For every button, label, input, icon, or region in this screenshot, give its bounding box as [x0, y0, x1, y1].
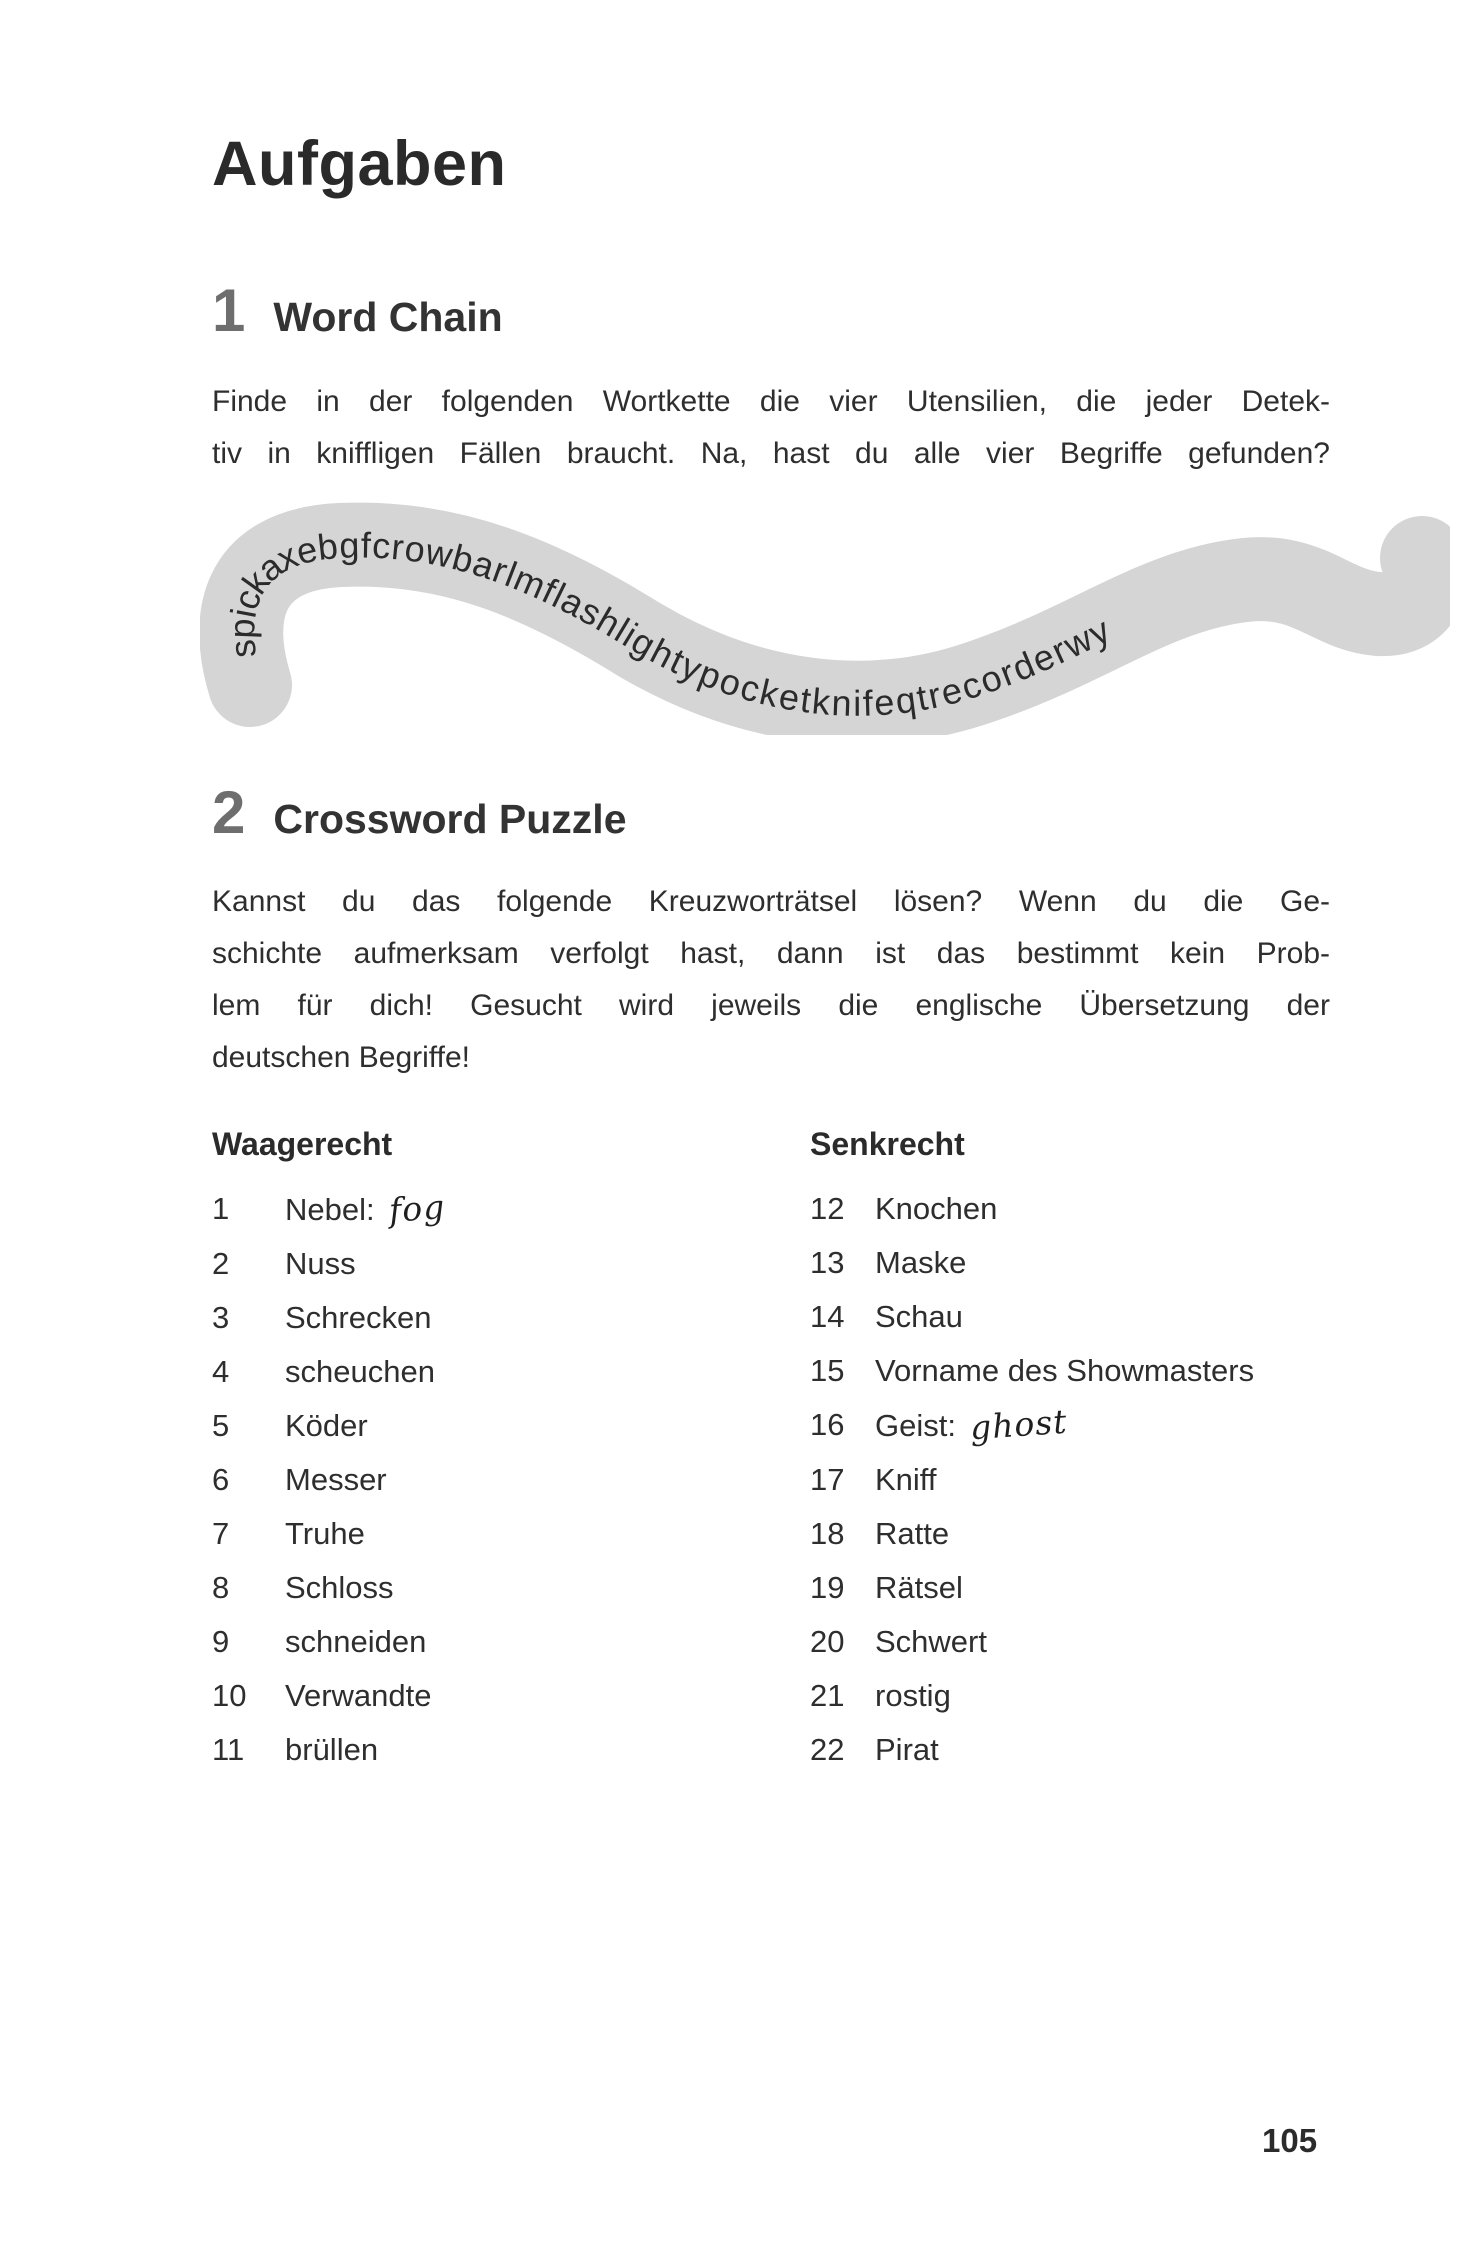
clue-row	[810, 1507, 1337, 1561]
clue-row	[212, 1345, 810, 1399]
clue-number: 21	[810, 1678, 845, 1713]
clue-german: Schloss	[285, 1570, 394, 1605]
clue-text	[875, 1344, 1254, 1398]
clue-row	[212, 1507, 810, 1561]
clue-text	[285, 1453, 387, 1507]
paragraph-line: Finde in der folgenden Wortkette die vier Utensilien, die jeder Detek-	[212, 385, 1330, 418]
clue-number: 13	[810, 1245, 845, 1280]
clue-text	[875, 1182, 997, 1236]
clue-row	[212, 1723, 810, 1777]
clue-text	[875, 1398, 1067, 1453]
clue-text	[875, 1507, 949, 1561]
clue-text	[285, 1182, 445, 1237]
clue-german: schneiden	[285, 1624, 427, 1659]
section-2-number: 2	[212, 779, 246, 846]
clue-text	[285, 1507, 365, 1561]
word-chain-text: spickaxebgfcrowbarlmflashlightypocketknifeqtrecorderwy	[220, 524, 1118, 724]
clue-number: 22	[810, 1732, 845, 1767]
clue-number: 19	[810, 1570, 845, 1605]
clue-row	[810, 1236, 1337, 1290]
down-header: Senkrecht	[810, 1126, 965, 1162]
across-column	[212, 1124, 810, 1777]
clue-number: 15	[810, 1353, 845, 1388]
clue-number: 16	[810, 1407, 845, 1442]
across-items	[212, 1182, 810, 1777]
clue-german: Köder	[285, 1408, 368, 1443]
clue-row	[212, 1561, 810, 1615]
clue-number: 17	[810, 1462, 845, 1497]
clue-german: Truhe	[285, 1516, 365, 1551]
clue-german: Nuss	[285, 1246, 356, 1281]
page-title: Aufgaben	[212, 129, 507, 199]
clue-number: 2	[212, 1246, 230, 1281]
clue-text	[875, 1290, 963, 1344]
clue-row	[212, 1615, 810, 1669]
across-header: Waagerecht	[212, 1126, 393, 1162]
section-1-title: Word Chain	[273, 294, 503, 340]
clue-number: 14	[810, 1299, 845, 1334]
word-chain-ribbon	[200, 490, 1450, 735]
clue-german: Ratte	[875, 1516, 950, 1551]
clue-text	[875, 1561, 963, 1615]
section-1-number: 1	[212, 277, 246, 344]
paragraph-line: Kannst du das folgende Kreuzworträtsel lösen? Wenn du die Ge-	[212, 885, 1330, 918]
paragraph-line: tiv in kniffligen Fällen braucht. Na, hast du alle vier Begriffe gefunden?	[212, 437, 1330, 470]
clue-text	[875, 1236, 966, 1290]
clue-text	[285, 1669, 432, 1723]
clue-row	[212, 1453, 810, 1507]
clue-number: 8	[212, 1570, 230, 1605]
clue-german: Schwert	[875, 1624, 987, 1659]
clue-german: Schrecken	[285, 1300, 432, 1335]
clue-row	[810, 1290, 1337, 1344]
section-1-heading	[212, 276, 503, 345]
clue-number: 20	[810, 1624, 845, 1659]
clue-german: Nebel:	[285, 1192, 375, 1227]
clue-german: Rätsel	[875, 1570, 963, 1605]
clue-text	[875, 1723, 939, 1777]
clue-row	[212, 1291, 810, 1345]
clue-german: Kniff	[875, 1462, 937, 1497]
clue-german: Schau	[875, 1299, 963, 1334]
section-1-paragraph	[212, 376, 1330, 480]
clue-text	[285, 1399, 368, 1453]
clue-row	[810, 1669, 1337, 1723]
clue-row	[810, 1561, 1337, 1615]
clue-number: 6	[212, 1462, 230, 1497]
clue-german: Vorname des Showmasters	[875, 1353, 1255, 1388]
clue-number: 4	[212, 1354, 230, 1389]
clue-text	[285, 1615, 426, 1669]
handwritten-answer: ghost	[968, 1401, 1069, 1448]
clue-row	[212, 1669, 810, 1723]
page-number: 105	[1262, 2122, 1318, 2159]
clue-text	[285, 1237, 356, 1291]
clue-number: 7	[212, 1516, 230, 1551]
paragraph-line: schichte aufmerksam verfolgt hast, dann ist das bestimmt kein Prob-	[212, 937, 1330, 970]
clue-german: Pirat	[875, 1732, 939, 1767]
clue-number: 9	[212, 1624, 230, 1659]
clue-row	[212, 1237, 810, 1291]
clue-german: Geist:	[875, 1408, 956, 1443]
clue-row	[810, 1723, 1337, 1777]
clue-row	[810, 1182, 1337, 1236]
clue-text	[875, 1453, 936, 1507]
clue-number: 5	[212, 1408, 230, 1443]
clue-german: Verwandte	[285, 1678, 432, 1713]
clue-text	[285, 1345, 435, 1399]
clue-number: 12	[810, 1191, 845, 1226]
paragraph-line: lem für dich! Gesucht wird jeweils die englische Übersetzung der	[212, 989, 1330, 1022]
handwritten-answer: fog	[387, 1187, 447, 1230]
clue-number: 18	[810, 1516, 845, 1551]
paragraph-line: deutschen Begriffe!	[212, 1041, 470, 1074]
section-2-heading	[212, 778, 627, 847]
clue-number: 11	[212, 1732, 245, 1767]
clue-text	[285, 1723, 378, 1777]
clue-number: 3	[212, 1300, 230, 1335]
section-2-paragraph	[212, 876, 1330, 1084]
clue-text	[285, 1291, 431, 1345]
clue-text	[285, 1561, 394, 1615]
clue-row	[810, 1453, 1337, 1507]
clue-row	[810, 1615, 1337, 1669]
clue-german: Messer	[285, 1462, 387, 1497]
section-2-title: Crossword Puzzle	[273, 796, 627, 842]
clue-german: rostig	[875, 1678, 951, 1713]
clue-number: 10	[212, 1678, 247, 1713]
crossword-clue-lists	[212, 1124, 1337, 1777]
clue-text	[875, 1615, 987, 1669]
clue-german: scheuchen	[285, 1354, 435, 1389]
clue-text	[875, 1669, 951, 1723]
down-column	[810, 1124, 1337, 1777]
clue-german: brüllen	[285, 1732, 379, 1767]
clue-german: Maske	[875, 1245, 967, 1280]
clue-row	[212, 1399, 810, 1453]
down-items	[810, 1182, 1337, 1777]
clue-german: Knochen	[875, 1191, 998, 1226]
clue-row	[212, 1182, 810, 1237]
clue-row	[810, 1344, 1337, 1398]
clue-row	[810, 1398, 1337, 1453]
clue-number: 1	[212, 1191, 230, 1226]
